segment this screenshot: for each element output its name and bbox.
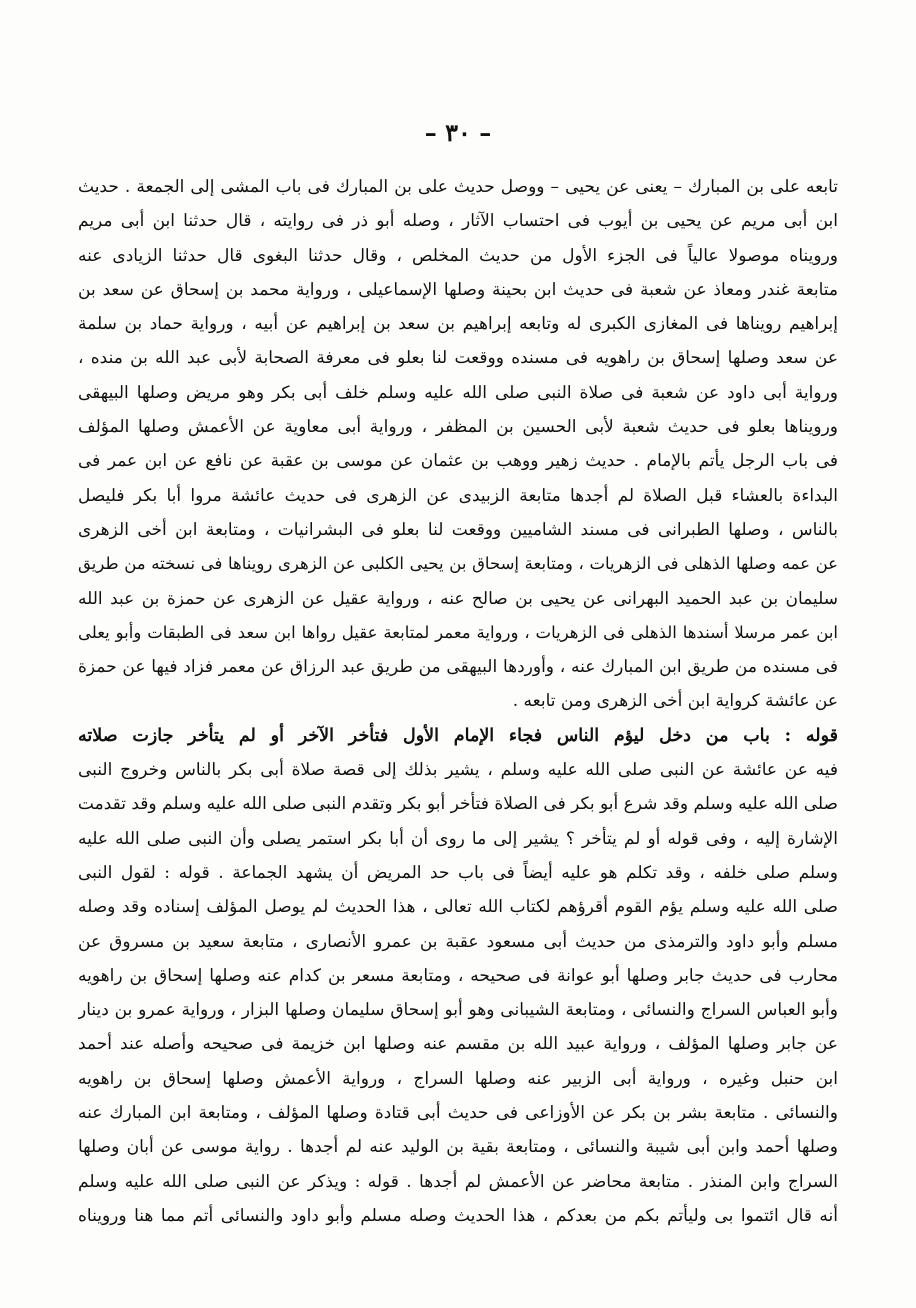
text-line: عن عائشة كرواية ابن أخى الزهرى ومن تابعه . bbox=[512, 691, 838, 712]
text-line: وسلم صلى خلفه ، وقد تكلم هو عليه أيضاً فى باب حد المريض أن يشهد الجماعة . قوله : لقول النبى bbox=[78, 862, 838, 883]
text-line: وصلها أحمد وابن أبى شيبة والنسائى ، ومتابعة بقية بن الوليد عنه لم أجدها . رواية موسى عن أبان وصلها bbox=[78, 1137, 838, 1158]
text-line: متابعة غندر ومعاذ عن شعبة فى حديث ابن بحينة وصلها الإسماعيلى ، ورواية محمد بن إسحاق عن سعد بن bbox=[78, 279, 838, 300]
text-line: ابن حنبل وغيره ، ورواية أبى الزبير عنه وصلها السراج ، ورواية الأعمش وصلها إسحاق بن راهويه bbox=[78, 1068, 838, 1089]
text-line: عن جابر وصلها المؤلف ، ورواية عبيد الله بن مقسم عنه وصلها ابن خزيمة فى صحيحه وأصله عند أحمد bbox=[78, 1034, 838, 1055]
body-text bbox=[78, 170, 838, 1233]
text-line: تابعه على بن المبارك – يعنى عن يحيى – ووصل حديث على بن المبارك فى باب المشى إلى الجمعة . حديث bbox=[78, 177, 838, 197]
chapter-heading: قوله : باب من دخل ليؤم الناس فجاء الإمام الأول فتأخر الآخر أو لم يتأخر جازت صلاته bbox=[78, 725, 838, 746]
text-line: سليمان بن عبد الحميد البهرانى عن يحيى بن صالح عنه ، ورواية عقيل عن الزهرى عن حمزة بن عبد الله bbox=[78, 588, 838, 609]
text-line: ورويناه موصولا عالياً فى الجزء الأول من حديث المخلص ، وقال حدثنا البغوى قال حدثنا الزيادى عنه bbox=[78, 245, 838, 266]
text-line: وأبو العباس السراج والنسائى ، ومتابعة الشيبانى وهو أبو إسحاق سليمان وصلها البزار ، ورواية عمرو بن دينار bbox=[78, 1000, 838, 1021]
text-line: الإشارة إليه ، وفى قوله أو لم يتأخر ؟ يشير إلى ما روى أن أبا بكر استمر يصلى وأن النبى صلى الله عليه bbox=[78, 828, 838, 849]
text-line: والنسائى . متابعة بشر بن بكر عن الأوزاعى فى حديث أبى قتادة وصلها المؤلف ، ومتابعة ابن المبارك عنه bbox=[78, 1103, 838, 1124]
text-line: ابن عمر مرسلا أسندها الذهلى فى الزهريات ، ورواية معمر لمتابعة عقيل رواها ابن سعد فى الطبقات وأبو يعلى bbox=[78, 622, 838, 642]
text-line: فيه عن عائشة عن النبى صلى الله عليه وسلم ، يشير بذلك إلى قصة صلاة أبى بكر بالناس وخروج النبى bbox=[78, 760, 838, 781]
text-line: صلى الله عليه وسلم وقد شرع أبو بكر فى الصلاة فتأخر أبو بكر وتقدم النبى صلى الله عليه وسلم وقد تقدمت bbox=[78, 794, 838, 815]
text-line: بالناس ، وصلها الطبرانى فى مسند الشاميين ووقعت لنا بعلو فى البشرانيات ، ومتابعة ابن أخى الزهرى bbox=[78, 519, 838, 540]
text-line: ورواية أبى داود عن شعبة فى صلاة النبى صلى الله عليه وسلم خلف أبى بكر وهو مريض وصلها البيهقى bbox=[78, 382, 838, 403]
text-line: صلى الله عليه وسلم يؤم القوم أقرؤهم لكتاب الله تعالى ، هذا الحديث لم يوصل المؤلف إسناده وقد وصله bbox=[78, 897, 838, 918]
text-line: أنه قال ائتموا بى وليأتم بكم من بعدكم ، هذا الحديث وصله مسلم وأبو داود والنسائى أتم مما هنا ورويناه bbox=[78, 1205, 838, 1226]
text-line: إبراهيم رويناها فى المغازى الكبرى له وتابعه إبراهيم بن سعد بن إبراهيم عن أبيه ، ورواية حماد بن سلمة bbox=[78, 314, 838, 335]
text-line: مسلم وأبو داود والترمذى من حديث أبى مسعود عقبة بن عمرو الأنصارى ، متابعة سعيد بن مسروق عن bbox=[78, 931, 838, 952]
text-line: عن عمه وصلها الذهلى فى الزهريات ، ومتابعة إسحاق بن يحيى الكلبى عن الزهرى رويناها فى نسخته من طريق bbox=[78, 554, 838, 574]
text-line: ورويناها بعلو فى حديث شعبة لأبى الحسين بن المظفر ، ورواية أبى معاوية عن الأعمش وصلها المؤلف bbox=[78, 417, 838, 438]
text-line: فى مسنده من طريق ابن المبارك عنه ، وأوردها البيهقى من طريق عبد الرزاق عن معمر فزاد فيها عن حمزة bbox=[78, 657, 838, 678]
text-line: فى باب الرجل يأتم بالإمام . حديث زهير ووهب بن عثمان عن موسى بن عقبة عن نافع عن ابن عمر فى bbox=[78, 451, 838, 472]
text-line: عن سعد وصلها إسحاق بن راهويه فى مسنده ووقعت لنا بعلو فى معرفة الصحابة لأبى عبد الله بن منده ، bbox=[78, 348, 838, 369]
text-line: ابن أبى مريم عن يحيى بن أيوب فى احتساب الآثار ، وصله أبو ذر فى روايته ، قال حدثنا ابن أبى مريم bbox=[78, 211, 838, 232]
page-number: – ٣٠ – bbox=[424, 118, 492, 147]
text-line: البداءة بالعشاء قبل الصلاة لم أجدها متابعة الزبيدى عن الزهرى فى حديث عائشة مروا أبا بكر فليصل bbox=[78, 485, 838, 506]
text-line: السراج وابن المنذر . متابعة محاضر عن الأعمش لم أجدها . قوله : ويذكر عن النبى صلى الله عليه وسلم bbox=[78, 1171, 838, 1192]
text-line: محارب فى حديث جابر وصلها أبو عوانة فى صحيحه ، ومتابعة مسعر بن كدام عنه وصلها إسحاق بن راهويه bbox=[78, 965, 838, 986]
